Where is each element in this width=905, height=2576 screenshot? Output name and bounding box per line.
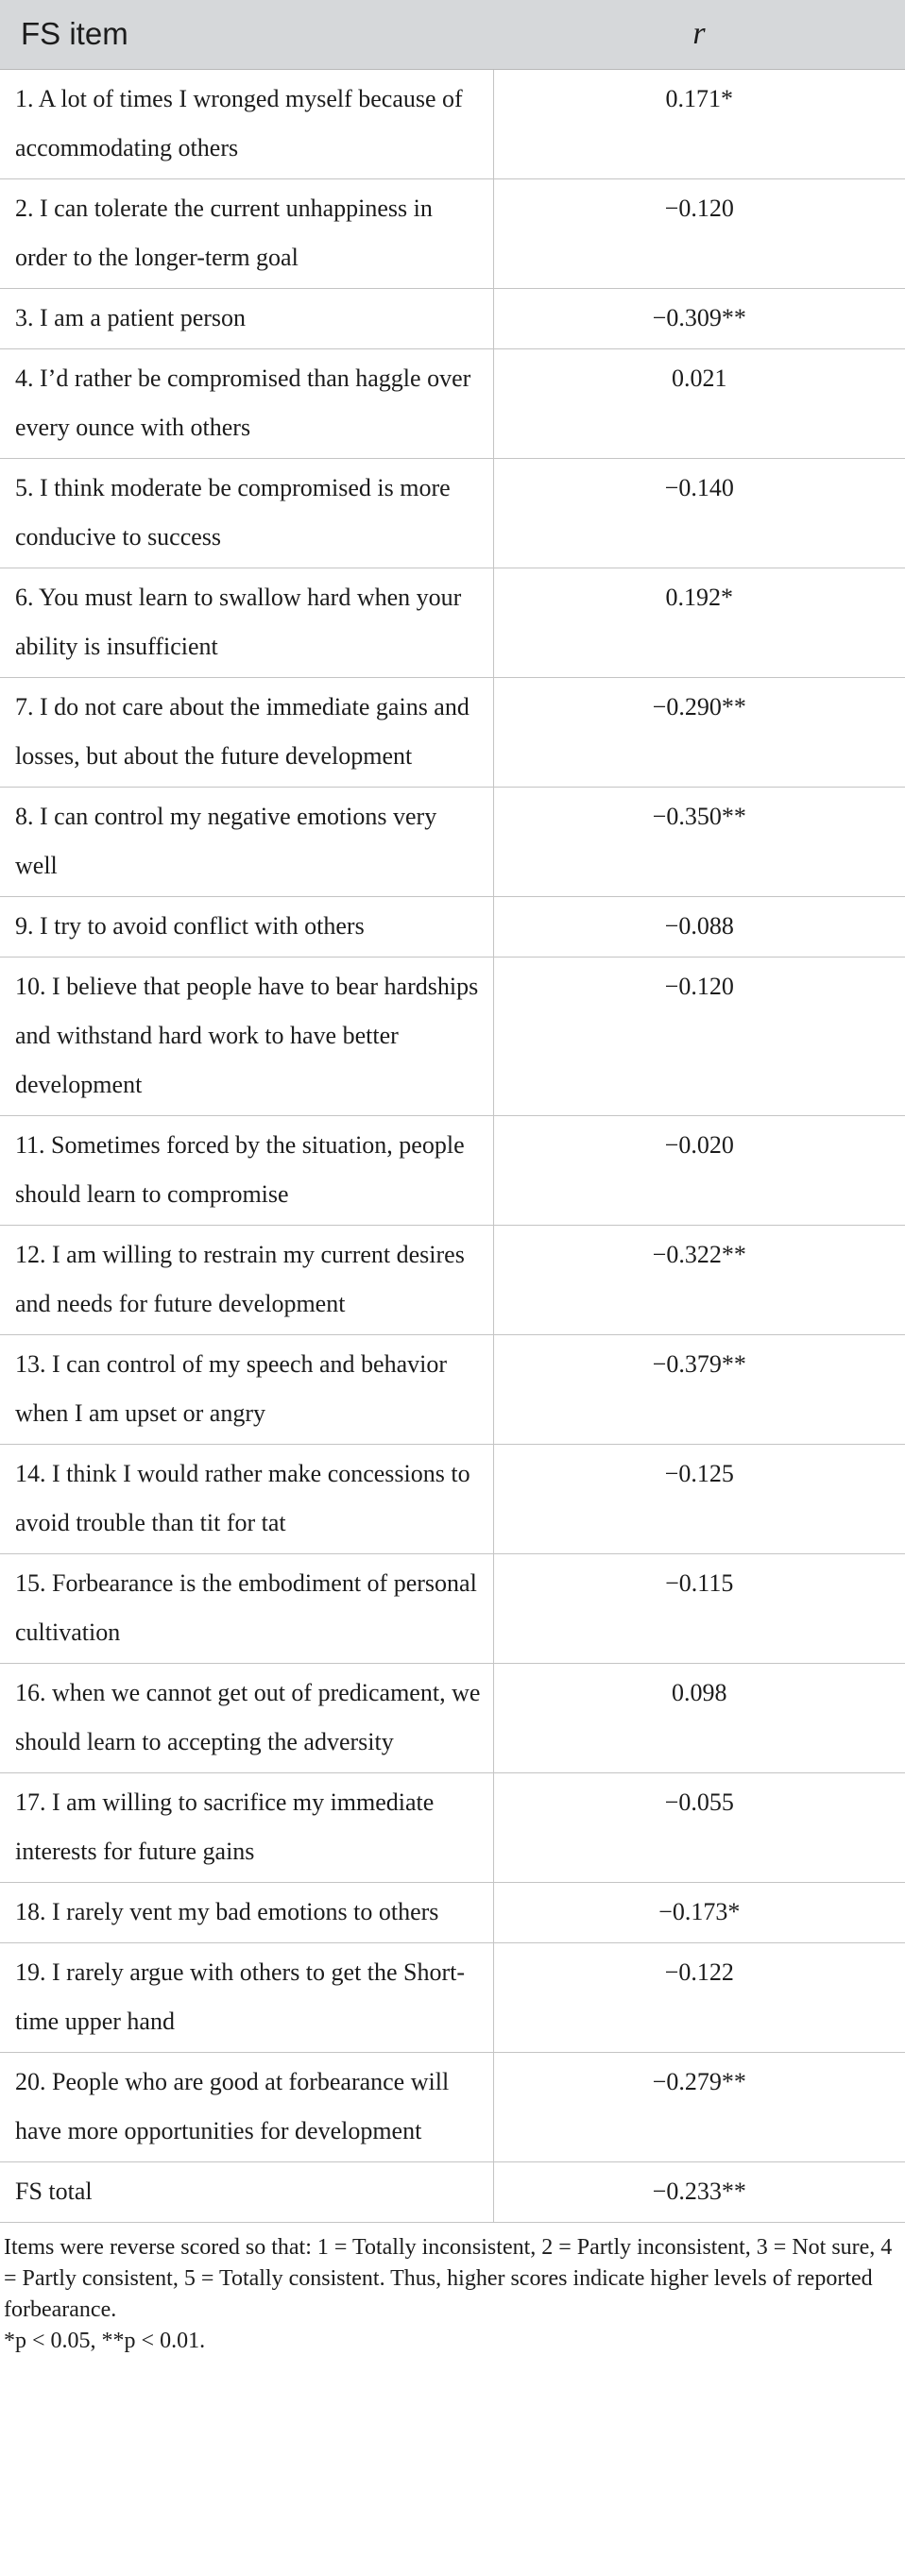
r-cell: −0.279** bbox=[493, 2052, 905, 2161]
header-fs-item: FS item bbox=[0, 0, 493, 69]
r-cell: −0.115 bbox=[493, 1553, 905, 1663]
r-cell: −0.122 bbox=[493, 1942, 905, 2052]
table-body bbox=[0, 69, 905, 2222]
item-cell: 19. I rarely argue with others to get the Short-time upper hand bbox=[0, 1942, 493, 2052]
header-r: r bbox=[493, 0, 905, 69]
r-cell: −0.309** bbox=[493, 288, 905, 348]
r-cell: 0.021 bbox=[493, 348, 905, 458]
r-cell: −0.322** bbox=[493, 1225, 905, 1334]
item-cell: 3. I am a patient person bbox=[0, 288, 493, 348]
table-row bbox=[0, 458, 905, 568]
table-row bbox=[0, 677, 905, 787]
r-cell: −0.290** bbox=[493, 677, 905, 787]
table-row bbox=[0, 1663, 905, 1772]
r-cell: −0.020 bbox=[493, 1115, 905, 1225]
r-cell: −0.350** bbox=[493, 787, 905, 896]
r-cell: −0.055 bbox=[493, 1772, 905, 1882]
item-cell: 14. I think I would rather make concessions to avoid trouble than tit for tat bbox=[0, 1444, 493, 1553]
table-row bbox=[0, 288, 905, 348]
table-row bbox=[0, 1772, 905, 1882]
item-cell: 8. I can control my negative emotions very well bbox=[0, 787, 493, 896]
item-cell: 10. I believe that people have to bear hardships and withstand hard work to have better development bbox=[0, 957, 493, 1115]
significance-note: *p < 0.05, **p < 0.01. bbox=[4, 2328, 206, 2353]
item-cell: 20. People who are good at forbearance will have more opportunities for development bbox=[0, 2052, 493, 2161]
table-row bbox=[0, 1882, 905, 1942]
item-cell: 17. I am willing to sacrifice my immediate interests for future gains bbox=[0, 1772, 493, 1882]
table-row bbox=[0, 787, 905, 896]
r-cell: −0.140 bbox=[493, 458, 905, 568]
total-label-cell: FS total bbox=[0, 2161, 493, 2222]
r-cell: −0.125 bbox=[493, 1444, 905, 1553]
r-cell: −0.379** bbox=[493, 1334, 905, 1444]
item-cell: 13. I can control of my speech and behavior when I am upset or angry bbox=[0, 1334, 493, 1444]
r-cell: 0.171* bbox=[493, 69, 905, 178]
r-cell: −0.120 bbox=[493, 178, 905, 288]
table-row bbox=[0, 1334, 905, 1444]
table-row bbox=[0, 1225, 905, 1334]
item-cell: 6. You must learn to swallow hard when your ability is insufficient bbox=[0, 568, 493, 677]
item-cell: 16. when we cannot get out of predicament, we should learn to accepting the adversity bbox=[0, 1663, 493, 1772]
table-row bbox=[0, 1553, 905, 1663]
table-header-row bbox=[0, 0, 905, 69]
table-row bbox=[0, 2052, 905, 2161]
table-footnotes bbox=[0, 2223, 905, 2357]
table-row bbox=[0, 1444, 905, 1553]
item-cell: 12. I am willing to restrain my current desires and needs for future development bbox=[0, 1225, 493, 1334]
item-cell: 7. I do not care about the immediate gains and losses, but about the future development bbox=[0, 677, 493, 787]
table-row-total bbox=[0, 2161, 905, 2222]
scoring-note: Items were reverse scored so that: 1 = Totally inconsistent, 2 = Partly inconsistent, 3 = Not sure, 4 = Partly consistent, 5 = Totally consistent. Thus, higher scores indicate higher levels of reported forbearance. bbox=[4, 2234, 893, 2322]
table-row bbox=[0, 348, 905, 458]
item-cell: 9. I try to avoid conflict with others bbox=[0, 896, 493, 957]
table-row bbox=[0, 178, 905, 288]
total-r-cell: −0.233** bbox=[493, 2161, 905, 2222]
r-cell: 0.192* bbox=[493, 568, 905, 677]
item-cell: 1. A lot of times I wronged myself because of accommodating others bbox=[0, 69, 493, 178]
table-row bbox=[0, 69, 905, 178]
item-cell: 18. I rarely vent my bad emotions to others bbox=[0, 1882, 493, 1942]
item-cell: 5. I think moderate be compromised is more conducive to success bbox=[0, 458, 493, 568]
r-cell: −0.173* bbox=[493, 1882, 905, 1942]
item-cell: 15. Forbearance is the embodiment of personal cultivation bbox=[0, 1553, 493, 1663]
table-row bbox=[0, 1115, 905, 1225]
item-cell: 4. I’d rather be compromised than haggle over every ounce with others bbox=[0, 348, 493, 458]
r-cell: −0.120 bbox=[493, 957, 905, 1115]
r-cell: −0.088 bbox=[493, 896, 905, 957]
table-row bbox=[0, 957, 905, 1115]
r-cell: 0.098 bbox=[493, 1663, 905, 1772]
item-cell: 11. Sometimes forced by the situation, people should learn to compromise bbox=[0, 1115, 493, 1225]
item-cell: 2. I can tolerate the current unhappiness in order to the longer-term goal bbox=[0, 178, 493, 288]
table-row bbox=[0, 568, 905, 677]
table-row bbox=[0, 896, 905, 957]
table-row bbox=[0, 1942, 905, 2052]
